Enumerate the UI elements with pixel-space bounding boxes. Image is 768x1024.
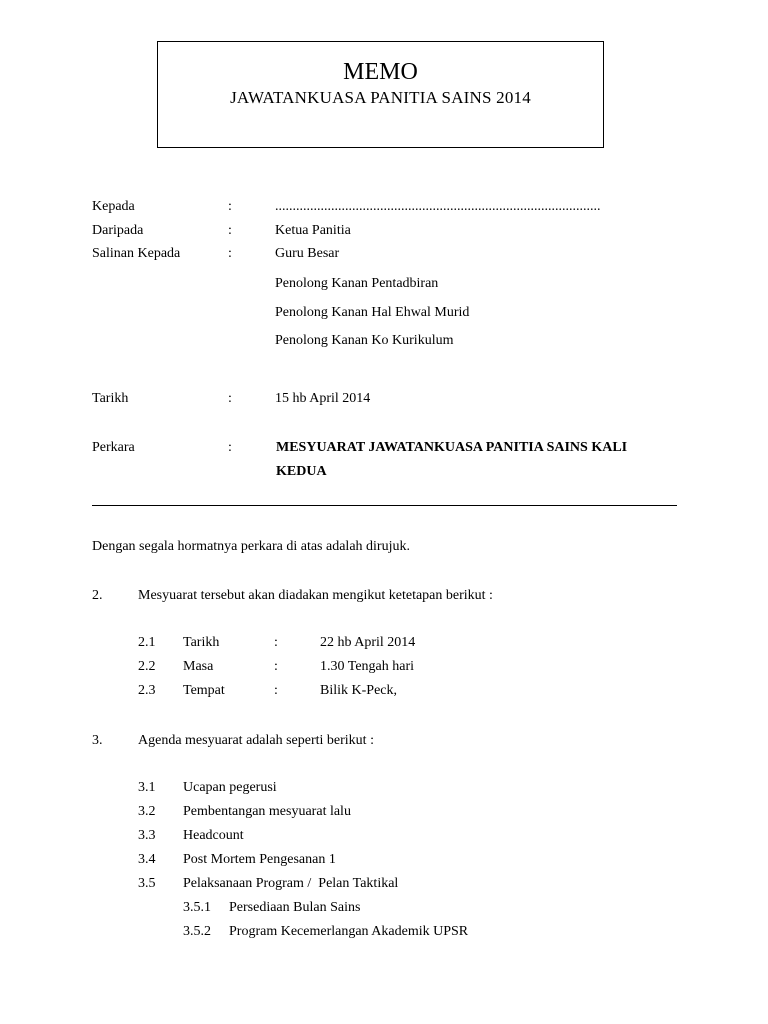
kepada-label: Kepada [92, 199, 135, 214]
memo-subtitle: JAWATANKUASA PANITIA SAINS 2014 [230, 88, 531, 107]
item-colon: : [274, 635, 278, 650]
agenda-subnumber: 3.5.1 [183, 900, 211, 915]
agenda-number: 3.4 [138, 852, 156, 867]
agenda-number: 3.3 [138, 828, 156, 843]
salinan-label: Salinan Kepada [92, 246, 181, 261]
agenda-number: 3.1 [138, 780, 156, 795]
salinan-colon: : [228, 246, 232, 261]
daripada-value: Ketua Panitia [275, 223, 351, 238]
memo-header-box [157, 41, 604, 148]
perkara-value: MESYUARAT JAWATANKUASA PANITIA SAINS KALI [276, 440, 628, 455]
salinan-value: Penolong Kanan Pentadbiran [275, 276, 439, 291]
item-value: 22 hb April 2014 [320, 635, 416, 650]
item-colon: : [274, 683, 278, 698]
agenda-item: Ucapan pegerusi [183, 780, 277, 795]
perkara-label: Perkara [92, 440, 135, 455]
item-value: Bilik K-Peck, [320, 683, 397, 698]
agenda-number: 3.2 [138, 804, 156, 819]
item-colon: : [274, 659, 278, 674]
agenda-subnumber: 3.5.2 [183, 924, 211, 939]
memo-title: MEMO [343, 59, 418, 85]
para-number: 3. [92, 733, 103, 748]
para-text: Mesyuarat tersebut akan diadakan mengikut ketetapan berikut : [138, 588, 493, 603]
intro-paragraph: Dengan segala hormatnya perkara di atas adalah dirujuk. [92, 539, 410, 554]
item-label: Tempat [183, 683, 225, 698]
agenda-subitem: Program Kecemerlangan Akademik UPSR [229, 924, 469, 939]
item-label: Tarikh [183, 635, 220, 650]
tarikh-label: Tarikh [92, 391, 129, 406]
item-number: 2.3 [138, 683, 156, 698]
kepada-colon: : [228, 199, 232, 214]
para-number: 2. [92, 588, 103, 603]
agenda-number: 3.5 [138, 876, 156, 891]
tarikh-value: 15 hb April 2014 [275, 391, 371, 406]
agenda-item: Post Mortem Pengesanan 1 [183, 852, 336, 867]
salinan-value: Penolong Kanan Hal Ehwal Murid [275, 305, 470, 320]
daripada-colon: : [228, 223, 232, 238]
item-number: 2.1 [138, 635, 156, 650]
item-number: 2.2 [138, 659, 156, 674]
agenda-subitem: Persediaan Bulan Sains [229, 900, 361, 915]
agenda-item: Headcount [183, 828, 244, 843]
divider-line [92, 505, 677, 506]
daripada-label: Daripada [92, 223, 144, 238]
kepada-value: ............................................................................................. [275, 199, 601, 214]
para-text: Agenda mesyuarat adalah seperti berikut : [138, 733, 374, 748]
perkara-value: KEDUA [276, 464, 327, 479]
item-value: 1.30 Tengah hari [320, 659, 415, 674]
perkara-colon: : [228, 440, 232, 455]
salinan-value: Penolong Kanan Ko Kurikulum [275, 333, 454, 348]
item-label: Masa [183, 659, 214, 674]
agenda-item: Pembentangan mesyuarat lalu [183, 804, 351, 819]
tarikh-colon: : [228, 391, 232, 406]
salinan-value: Guru Besar [275, 246, 340, 261]
agenda-item: Pelaksanaan Program / Pelan Taktikal [183, 876, 399, 891]
